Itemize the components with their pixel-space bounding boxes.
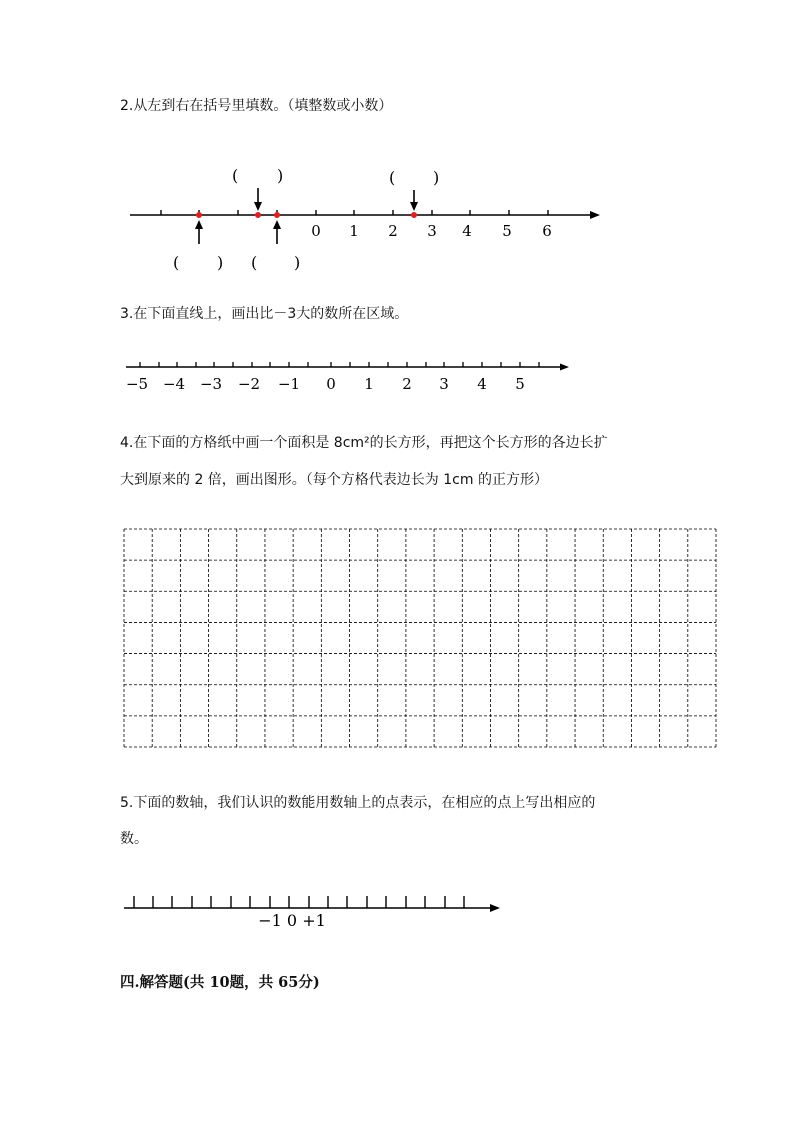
tick-label: 5: [502, 222, 512, 240]
svg-text:(: (: [389, 168, 396, 187]
question-5-text-line2: 数。: [120, 831, 148, 847]
svg-text:): ): [277, 166, 284, 185]
question-3-text: 3.在下面直线上，画出比－3大的数所在区域。: [120, 306, 409, 322]
question-2-text: 2.从左到右在括号里填数。（填整数或小数）: [120, 98, 393, 114]
tick-label: 0: [311, 222, 321, 240]
tick-label: 1: [349, 222, 359, 240]
tick-label: 1: [364, 375, 374, 393]
arrow-head: [490, 904, 500, 912]
tick-label: −1: [258, 911, 282, 930]
tick-label: 6: [542, 222, 552, 240]
tick-label: 5: [515, 375, 525, 393]
section-4-heading: 四.解答题(共 10题，共 65分): [120, 974, 320, 991]
tick-label: −3: [199, 375, 223, 393]
tick-label: −1: [277, 375, 301, 393]
svg-text:): ): [217, 253, 224, 272]
question-5-text-line1: 5.下面的数轴，我们认识的数能用数轴上的点表示，在相应的点上写出相应的: [120, 795, 596, 811]
question-4-text-line1: 4.在下面的方格纸中画一个面积是 8cm²的长方形，再把这个长方形的各边长扩: [120, 435, 608, 451]
svg-text:(: (: [251, 253, 258, 272]
tick-label: 0: [326, 375, 336, 393]
svg-text:(: (: [232, 166, 239, 185]
tick-label: 3: [439, 375, 449, 393]
svg-text:(: (: [173, 253, 180, 272]
question-4-text-line2: 大到原来的 2 倍，画出图形。（每个方格代表边长为 1cm 的正方形）: [120, 472, 548, 488]
tick-label: 3: [427, 222, 437, 240]
tick-label: 4: [477, 375, 487, 393]
tick-label: 4: [462, 222, 472, 240]
svg-text:): ): [433, 168, 440, 187]
tick-label: −4: [162, 375, 186, 393]
svg-text:): ): [294, 253, 301, 272]
tick-label: −2: [237, 375, 261, 393]
tick-label: −5: [125, 375, 149, 393]
tick-label: +1: [302, 911, 326, 930]
tick-label: 0: [286, 911, 298, 930]
tick-label: 2: [388, 222, 398, 240]
tick-label: 2: [402, 375, 412, 393]
